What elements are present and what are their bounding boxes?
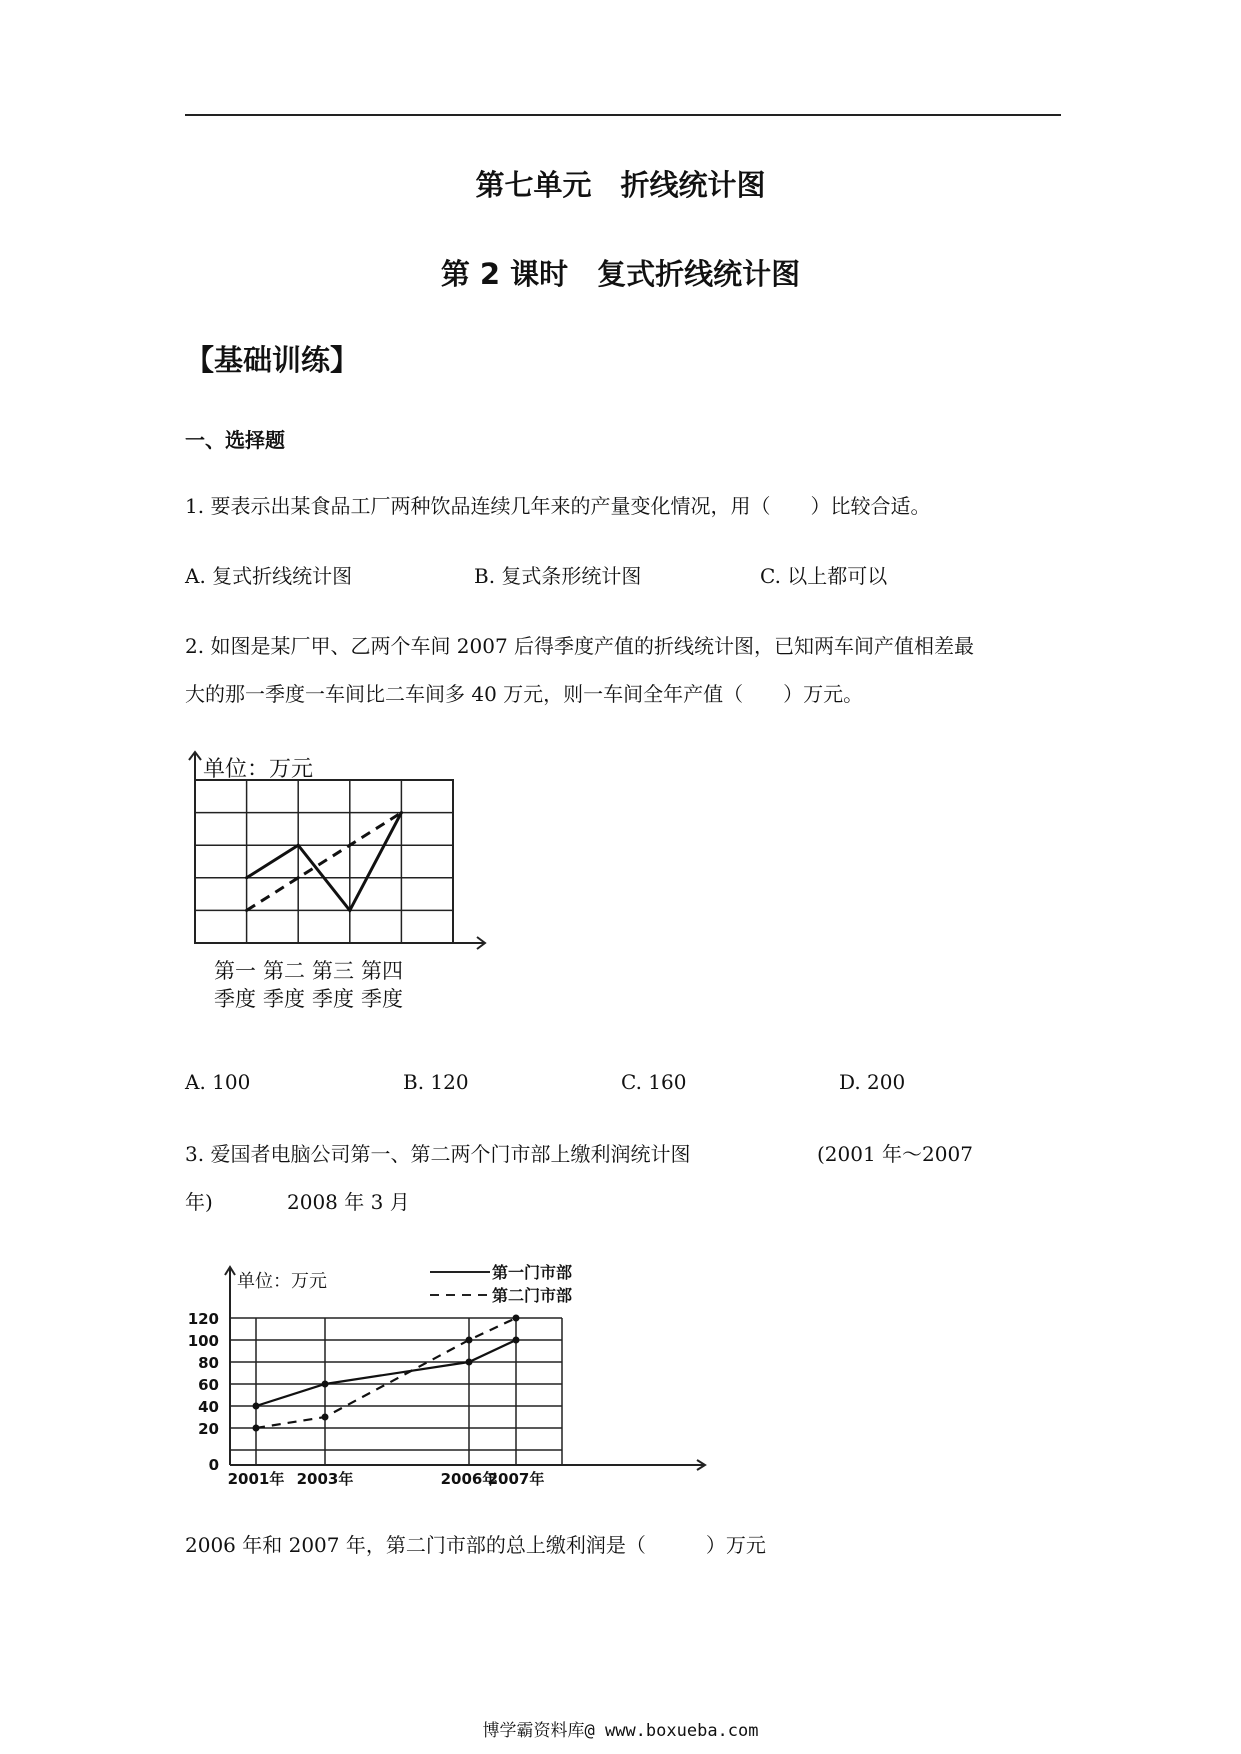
chart2-xtick-2001: 2001年 xyxy=(227,1470,285,1488)
chart1-point-solid-2 xyxy=(297,844,300,847)
chart1-xtick-3-1: 第三 xyxy=(312,959,354,983)
chart2-point-s1-2001 xyxy=(253,1403,260,1410)
chart2-xtick-2007: 2007年 xyxy=(487,1470,545,1488)
lesson-title: 第 2 课时 复式折线统计图 xyxy=(440,257,801,291)
q3-line2-b: 2008 年 3 月 xyxy=(287,1190,410,1214)
chart1-point-dashed-3 xyxy=(348,844,351,847)
chart1-point-solid-1 xyxy=(245,876,248,879)
q1-text: 1. 要表示出某食品工厂两种饮品连续几年来的产量变化情况，用（ ）比较合适。 xyxy=(185,494,931,518)
chart1-point-dashed-1 xyxy=(245,909,248,912)
chart1-xtick-1-1: 第一 xyxy=(214,959,256,983)
chart1-xtick-4-1: 第四 xyxy=(361,959,403,983)
q1-option-c: C. 以上都可以 xyxy=(760,564,888,588)
legend-label-store1: 第一门市部 xyxy=(492,1263,573,1282)
chart2-point-s2-2003 xyxy=(322,1414,329,1421)
chart1-xtick-2-2: 季度 xyxy=(263,987,305,1010)
q2-option-d: D. 200 xyxy=(839,1070,906,1094)
q3-question: 2006 年和 2007 年，第二门市部的总上缴利润是（ ）万元 xyxy=(185,1533,766,1557)
chart2-ytick-40: 40 xyxy=(198,1398,219,1416)
store-profit-chart xyxy=(185,1250,725,1490)
q2-option-a: A. 100 xyxy=(185,1070,251,1094)
chart1-ylabel: 单位：万元 xyxy=(203,757,314,782)
chart2-ytick-20: 20 xyxy=(198,1420,219,1438)
subsection-label: 一、选择题 xyxy=(185,428,285,452)
footer-watermark: 博学霸资料库@ www.boxueba.com xyxy=(482,1721,759,1741)
chart1-point-solid-3 xyxy=(348,909,351,912)
chart2-ylabel: 单位：万元 xyxy=(237,1271,327,1292)
chart2-xtick-2006: 2006年 xyxy=(440,1470,498,1488)
q1-option-a: A. 复式折线统计图 xyxy=(185,564,353,588)
chart1-xtick-4-2: 季度 xyxy=(361,987,403,1010)
q2-option-b: B. 120 xyxy=(403,1070,469,1094)
chart2-xtick-2003: 2003年 xyxy=(296,1470,354,1488)
chart1-xtick-1-2: 季度 xyxy=(214,987,256,1010)
chart1-point-dashed-4 xyxy=(400,811,403,814)
chart2-point-s1-2003 xyxy=(322,1381,329,1388)
q3-line2-a: 年) xyxy=(185,1190,213,1214)
chart2-ytick-100: 100 xyxy=(187,1332,219,1350)
quarterly-output-chart xyxy=(175,740,495,1010)
unit-title: 第七单元 折线统计图 xyxy=(475,168,766,202)
q3-line1-a: 3. 爱国者电脑公司第一、第二两个门市部上缴利润统计图 xyxy=(185,1142,691,1166)
chart2-point-s2-2006 xyxy=(466,1337,473,1344)
chart2-ytick-0: 0 xyxy=(208,1456,219,1474)
q1-option-b: B. 复式条形统计图 xyxy=(474,564,642,588)
chart2-series-2 xyxy=(256,1318,516,1428)
q3-line1-b: (2001 年～2007 xyxy=(817,1142,973,1166)
q2-line1: 2. 如图是某厂甲、乙两个车间 2007 后得季度产值的折线统计图，已知两车间产值相差最 xyxy=(185,634,975,658)
chart2-series-1 xyxy=(256,1340,516,1406)
q2-option-c: C. 160 xyxy=(621,1070,687,1094)
chart2-ytick-60: 60 xyxy=(198,1376,219,1394)
header-rule xyxy=(185,114,1061,116)
chart2-ytick-80: 80 xyxy=(198,1354,219,1372)
chart2-point-s1-2007 xyxy=(513,1337,520,1344)
chart1-point-dashed-2 xyxy=(297,876,300,879)
chart2-ytick-120: 120 xyxy=(187,1310,219,1328)
chart1-xtick-3-2: 季度 xyxy=(312,987,354,1010)
chart2-point-s2-2007 xyxy=(513,1315,520,1322)
chart2-point-s1-2006 xyxy=(466,1359,473,1366)
q2-line2: 大的那一季度一车间比二车间多 40 万元，则一车间全年产值（ ）万元。 xyxy=(185,682,864,706)
section-label: 【基础训练】 xyxy=(185,343,360,377)
legend-label-store2: 第二门市部 xyxy=(492,1286,573,1305)
chart2-point-s2-2001 xyxy=(253,1425,260,1432)
chart1-xtick-2-1: 第二 xyxy=(263,959,305,983)
